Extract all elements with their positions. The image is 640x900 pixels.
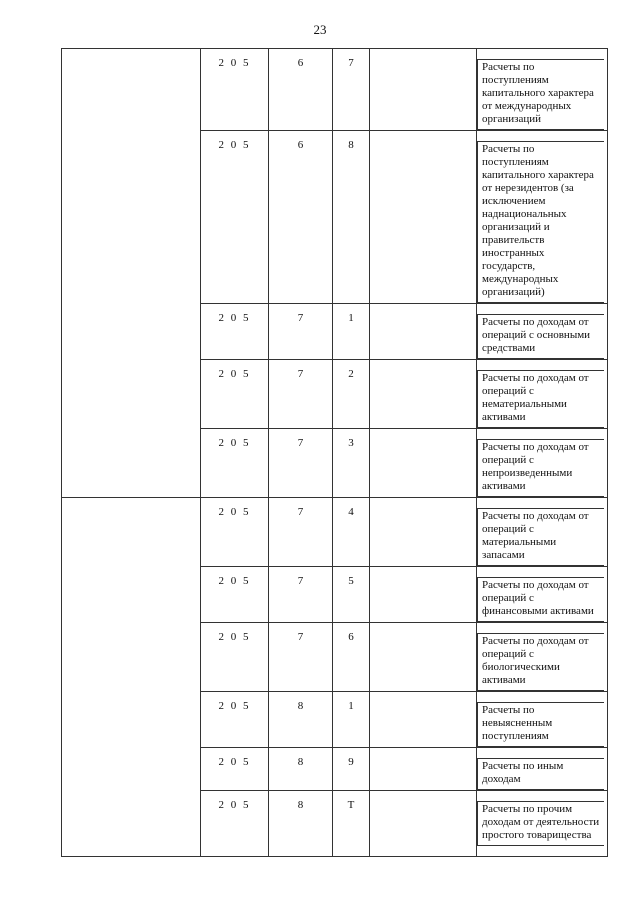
description-cell (477, 49, 608, 131)
subgroup-cell: 7 (269, 360, 333, 429)
empty-cell (370, 131, 477, 304)
description-cell (477, 791, 608, 857)
code-cell: 2 0 5 (201, 49, 269, 131)
empty-cell (370, 304, 477, 360)
item-cell: 8 (333, 131, 370, 304)
code-cell: 2 0 5 (201, 304, 269, 360)
empty-cell (370, 623, 477, 692)
code-cell: 2 0 5 (201, 429, 269, 498)
subgroup-cell: 8 (269, 791, 333, 857)
description-text: Расчеты по иным доходам (477, 758, 604, 790)
item-cell: 1 (333, 304, 370, 360)
table-row (62, 49, 608, 131)
subgroup-cell: 7 (269, 623, 333, 692)
description-cell (477, 692, 608, 748)
description-cell (477, 429, 608, 498)
item-cell: 5 (333, 567, 370, 623)
code-cell: 2 0 5 (201, 748, 269, 791)
page-number: 23 (313, 22, 327, 37)
code-cell: 2 0 5 (201, 360, 269, 429)
subgroup-cell: 6 (269, 131, 333, 304)
item-cell: 1 (333, 692, 370, 748)
item-cell: 2 (333, 360, 370, 429)
description-text: Расчеты по поступлениям капитального характера от международных организаций (477, 59, 604, 130)
subgroup-cell: 8 (269, 692, 333, 748)
subgroup-cell: 7 (269, 567, 333, 623)
code-cell: 2 0 5 (201, 623, 269, 692)
item-cell: 3 (333, 429, 370, 498)
merged-first-cell-bottom (62, 498, 201, 857)
empty-cell (370, 748, 477, 791)
description-cell (477, 498, 608, 567)
code-cell: 2 0 5 (201, 567, 269, 623)
merged-first-cell-top (62, 49, 201, 498)
subgroup-cell: 7 (269, 429, 333, 498)
description-text: Расчеты по прочим доходам от деятельности простого товарищества (477, 801, 604, 846)
subgroup-cell: 6 (269, 49, 333, 131)
description-cell (477, 360, 608, 429)
description-text: Расчеты по доходам от операций с финансовыми активами (477, 577, 604, 622)
description-text: Расчеты по доходам от операций с непроизведенными активами (477, 439, 604, 497)
code-cell: 2 0 5 (201, 791, 269, 857)
description-cell (477, 131, 608, 304)
empty-cell (370, 49, 477, 131)
code-cell: 2 0 5 (201, 692, 269, 748)
description-text: Расчеты по доходам от операций с основными средствами (477, 314, 604, 359)
subgroup-cell: 7 (269, 304, 333, 360)
item-cell: 4 (333, 498, 370, 567)
empty-cell (370, 791, 477, 857)
subgroup-cell: 8 (269, 748, 333, 791)
item-cell: Т (333, 791, 370, 857)
description-cell (477, 748, 608, 791)
description-cell (477, 567, 608, 623)
description-text: Расчеты по невыясненным поступлениям (477, 702, 604, 747)
subgroup-cell: 7 (269, 498, 333, 567)
description-text: Расчеты по доходам от операций с материальными запасами (477, 508, 604, 566)
accounts-table (61, 48, 608, 857)
description-cell (477, 623, 608, 692)
code-cell: 2 0 5 (201, 131, 269, 304)
description-text: Расчеты по доходам от операций с биологическими активами (477, 633, 604, 691)
empty-cell (370, 692, 477, 748)
description-text: Расчеты по поступлениям капитального характера от нерезидентов (за исключением наднациональных организаций и правительств иностранных государств, международных организаций) (477, 141, 604, 303)
empty-cell (370, 498, 477, 567)
empty-cell (370, 429, 477, 498)
item-cell: 6 (333, 623, 370, 692)
table-row (62, 498, 608, 567)
description-text: Расчеты по доходам от операций с нематериальными активами (477, 370, 604, 428)
empty-cell (370, 567, 477, 623)
empty-cell (370, 360, 477, 429)
item-cell: 7 (333, 49, 370, 131)
description-cell (477, 304, 608, 360)
item-cell: 9 (333, 748, 370, 791)
code-cell: 2 0 5 (201, 498, 269, 567)
